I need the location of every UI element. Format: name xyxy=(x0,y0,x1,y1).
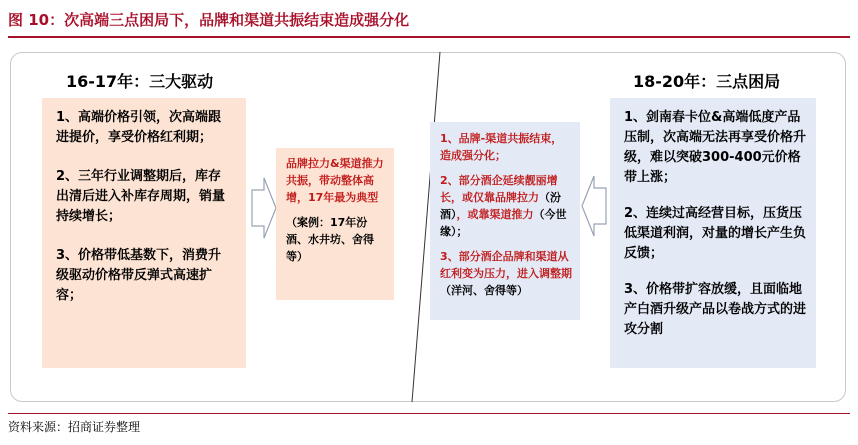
diff-point-3 xyxy=(440,248,572,299)
diff-point-1: 1、品牌-渠道共振结束，造成强分化； xyxy=(440,132,563,162)
diff-point-2 xyxy=(440,172,572,240)
diff-point-2-mid: ，或靠渠道推力 xyxy=(456,208,534,221)
left-heading: 16-17年：三大驱动 xyxy=(66,72,214,91)
differentiation-box xyxy=(430,122,580,320)
diff-point-3-case: （洋河、舍得等） xyxy=(440,284,528,297)
figure-title: 图 10：次高端三点困局下，品牌和渠道共振结束造成强分化 xyxy=(8,11,410,29)
right-item-2: 2、连续过高经营目标，压货压低渠道利润，对量的增长产生负反馈； xyxy=(624,206,807,261)
diff-point-2-case-b: （今世缘）； xyxy=(440,208,567,238)
right-item-1: 1、剑南春卡位&高端低度产品压制，次高端无法再享受价格升级，难以突破300-400元价格带上涨； xyxy=(624,110,807,185)
diff-point-2-case-a: （汾酒） xyxy=(440,191,561,221)
right-arrow-icon xyxy=(252,178,276,238)
left-item-1: 1、高端价格引领，次高端跟进提价，享受价格红利期； xyxy=(56,110,222,145)
right-heading: 18-20年：三点困局 xyxy=(633,72,781,91)
resonance-box xyxy=(276,148,394,300)
resonance-case: （案例：17年汾酒、水井坊、舍得等） xyxy=(286,216,374,263)
resonance-emphasis: 品牌拉力&渠道推力共振，带动整体高增，17年最为典型 xyxy=(286,157,384,204)
source-rule xyxy=(8,413,850,414)
left-item-2: 2、三年行业调整期后，库存出清后进入补库存周期，销量持续增长； xyxy=(56,169,226,224)
left-drivers-box xyxy=(42,98,246,368)
right-dilemma-box xyxy=(610,98,816,368)
diff-point-2-lead: 2、部分酒企延续靓丽增长，或仅靠品牌拉力 xyxy=(440,174,558,204)
left-arrow-icon xyxy=(582,176,606,236)
diff-point-3-lead: 3、部分酒企品牌和渠道从红利变为压力，进入调整期 xyxy=(440,250,572,280)
left-item-3: 3、价格带低基数下，消费升级驱动价格带反弹式高速扩容； xyxy=(56,248,222,303)
right-item-3: 3、价格带扩容放缓，且面临地产白酒升级产品以卷战方式的进攻分割 xyxy=(624,282,807,337)
source-note: 资料来源：招商证券整理 xyxy=(8,420,141,434)
